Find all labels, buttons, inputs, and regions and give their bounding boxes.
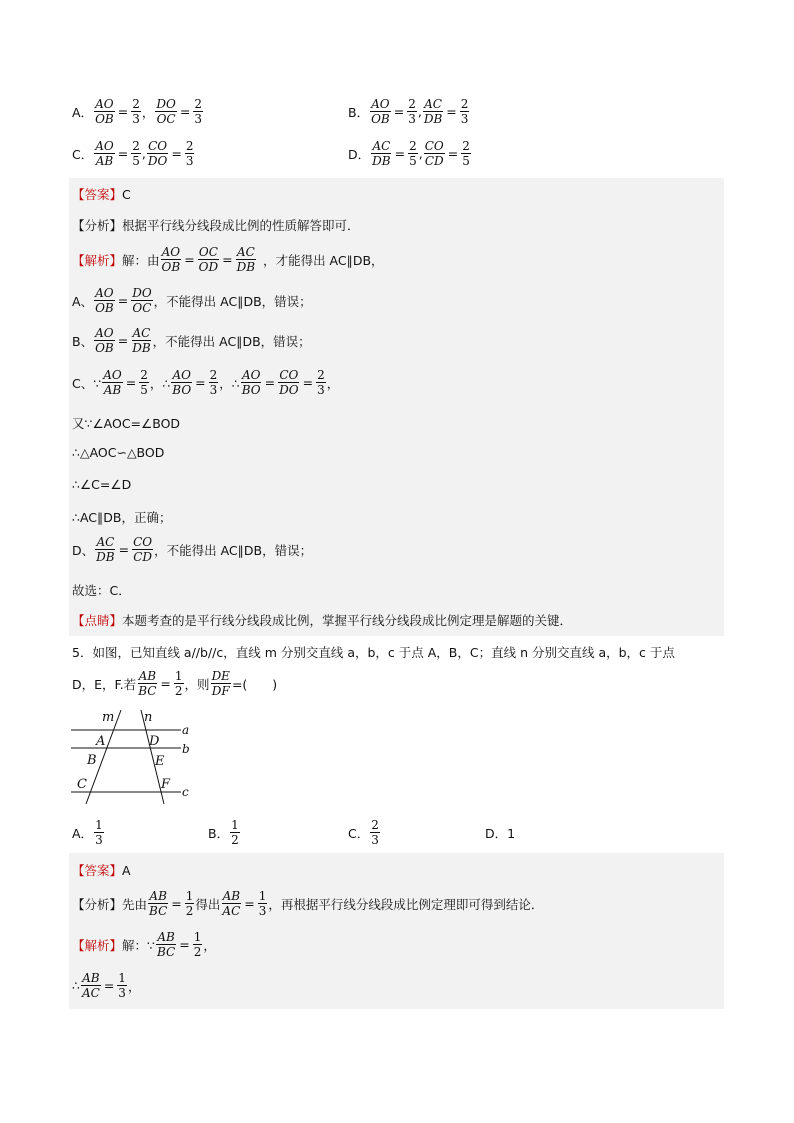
fraction: $\frac{AB}{BC}$ xyxy=(138,669,157,698)
fraction: $\frac{1}{2}$ xyxy=(193,930,202,959)
fraction: $\frac{AO}{BO}$ xyxy=(172,368,192,397)
fraction: $\frac{2}{3}$ xyxy=(460,97,469,126)
fraction: $\frac{CO}{CD}$ xyxy=(424,139,444,168)
fraction: $\frac{2}{5}$ xyxy=(132,139,140,168)
fraction: $\frac{1}{3}$ xyxy=(258,889,267,918)
fraction: $\frac{2}{3}$ xyxy=(185,139,194,168)
fraction: $\frac{1}{2}$ xyxy=(185,889,194,918)
fraction: $\frac{AB}{BC}$ xyxy=(149,889,168,918)
q4-option-c-row xyxy=(72,139,195,168)
q4-option-c[interactable]: C． $\frac{AO}{AB}$ = $\frac{2}{5}$ , $\frac{CO}{DO}$ = $\frac{2}{3}$ xyxy=(72,139,194,168)
fraction: 2 3 xyxy=(371,818,379,847)
q4-solution-intro: 【解析】 解：由 $\frac{AO}{OB}$ = $\frac{OC}{OD}$ = $\frac{AC}{DB}$ ，才能得出 AC∥DB， xyxy=(72,245,384,274)
fraction: $\frac{AO}{OB}$ xyxy=(95,286,114,315)
fraction: $\frac{2}{3}$ xyxy=(209,368,218,397)
fraction: $\frac{CO}{DO}$ xyxy=(147,139,168,168)
fraction: $\frac{AC}{DB}$ xyxy=(96,535,115,564)
label-A: A xyxy=(96,734,106,749)
q5-solution: 【解析】 解：∵ $\frac{AB}{BC}$ = $\frac{1}{2}$ ， xyxy=(72,930,216,959)
q4-option-a-row xyxy=(72,97,204,126)
q4-comment: 【点睛】 本题考查的是平行线分线段成比例，掌握平行线分线段成比例定理是解题的关键． xyxy=(72,613,573,628)
q4-line-d: D、 $\frac{AC}{DB}$ = $\frac{CO}{CD}$ ，不能得出 AC∥DB，错误； xyxy=(72,535,313,564)
fraction: $\frac{AB}{AC}$ xyxy=(222,889,241,918)
fraction: $\frac{AO}{OB}$ xyxy=(371,97,390,126)
label-n: n xyxy=(144,710,153,725)
fraction: $\frac{AC}{DB}$ xyxy=(132,326,151,355)
fraction: 1 3 xyxy=(95,818,103,847)
q5-solution-line2: ∴ $\frac{AB}{AC}$ = $\frac{1}{3}$ ， xyxy=(72,971,141,1000)
q4-line-similar: ∴△AOC∽△BOD xyxy=(72,445,165,460)
q4-option-b[interactable]: B． $\frac{AO}{OB}$ = $\frac{2}{3}$ , $\frac{AC}{DB}$ = $\frac{2}{3}$ xyxy=(348,97,469,126)
fraction: $\frac{2}{3}$ xyxy=(194,97,202,126)
label-m: m xyxy=(102,710,115,725)
parallel-lines-figure xyxy=(66,708,196,808)
fraction: $\frac{AO}{BO}$ xyxy=(241,368,261,397)
q4-option-a[interactable]: A． $\frac{AO}{OB}$ = $\frac{2}{3}$ ， $\frac{DO}{OC}$ = $\frac{2}{3}$ xyxy=(72,97,202,126)
q5-option-a[interactable]: A． 1 3 xyxy=(72,818,103,847)
fraction: $\frac{OC}{OD}$ xyxy=(198,245,219,274)
q4-line-c: C、∵ $\frac{AO}{AB}$ = $\frac{2}{5}$ ，∴ $\frac{AO}{BO}$ = $\frac{2}{3}$ ，∴ $\frac{AO}{BO}$ = $\frac{CO}{DO}$ = $\frac{2}{3}$ ， xyxy=(72,368,340,397)
fraction: $\frac{DO}{OC}$ xyxy=(132,286,152,315)
fraction: $\frac{DE}{DF}$ xyxy=(211,669,230,698)
label-E: E xyxy=(155,754,165,769)
q4-analysis: 【分析】 根据平行线分线段成比例的性质解答即可． xyxy=(72,218,360,233)
q4-option-d-row xyxy=(348,139,472,168)
fraction: $\frac{AO}{OB}$ xyxy=(95,326,114,355)
fraction: $\frac{AC}{DB}$ xyxy=(372,139,391,168)
fraction: $\frac{AO}{AB}$ xyxy=(95,139,114,168)
q5-stem-line1: 5．如图，已知直线 a//b//c，直线 m 分别交直线 a，b，c 于点 A，B，C；直线 n 分别交直线 a，b，c 于点 xyxy=(72,645,675,660)
fraction: $\frac{AB}{BC}$ xyxy=(156,930,176,959)
q5-answer: 【答案】 A xyxy=(72,862,131,878)
fraction: $\frac{2}{3}$ xyxy=(408,97,416,126)
fraction: $\frac{CO}{CD}$ xyxy=(133,535,153,564)
fraction: $\frac{2}{5}$ xyxy=(140,368,148,397)
q4-line-parallel: ∴AC∥DB，正确； xyxy=(72,510,172,525)
fraction: $\frac{AB}{AC}$ xyxy=(81,971,100,1000)
q5-option-d[interactable]: D． 1 xyxy=(485,825,516,841)
label-a: a xyxy=(182,723,190,737)
fraction: $\frac{DO}{OC}$ xyxy=(156,97,176,126)
q4-choose: 故选：C． xyxy=(72,583,131,598)
fraction: $\frac{1}{2}$ xyxy=(174,669,183,698)
q4-line-a: A、 $\frac{AO}{OB}$ = $\frac{DO}{OC}$ ，不能得出 AC∥DB，错误； xyxy=(72,286,312,315)
fraction: $\frac{2}{5}$ xyxy=(462,139,470,168)
q4-option-d[interactable]: D． $\frac{AC}{DB}$ = $\frac{2}{5}$ , $\frac{CO}{CD}$ = $\frac{2}{5}$ xyxy=(348,139,470,168)
q4-option-b-row xyxy=(348,97,470,126)
label-B: B xyxy=(87,753,97,768)
fraction: $\frac{2}{5}$ xyxy=(409,139,417,168)
fraction: $\frac{2}{3}$ xyxy=(132,97,140,126)
q4-line-angle: 又∵∠AOC=∠BOD xyxy=(72,416,181,431)
fraction: $\frac{AC}{DB}$ xyxy=(236,245,256,274)
fraction: $\frac{AO}{OB}$ xyxy=(161,245,181,274)
fraction: 1 2 xyxy=(231,818,239,847)
fraction: $\frac{1}{3}$ xyxy=(118,971,126,1000)
label-c: c xyxy=(182,785,189,799)
label-b: b xyxy=(182,742,190,756)
fraction: $\frac{2}{3}$ xyxy=(317,368,325,397)
q4-line-b: B、 $\frac{AO}{OB}$ = $\frac{AC}{DB}$ ，不能得出 AC∥DB，错误； xyxy=(72,326,311,355)
label-D: D xyxy=(149,734,160,749)
label-C: C xyxy=(77,777,87,792)
fraction: $\frac{CO}{DO}$ xyxy=(279,368,299,397)
q5-option-c[interactable]: C． 2 3 xyxy=(348,818,379,847)
fraction: $\frac{AC}{DB}$ xyxy=(423,97,443,126)
fraction: $\frac{AO}{OB}$ xyxy=(95,97,114,126)
q5-stem-line2: D，E，F.若 $\frac{AB}{BC}$ = $\frac{1}{2}$ ，则 $\frac{DE}{DF}$ =( ) xyxy=(72,669,278,698)
fraction: $\frac{AO}{AB}$ xyxy=(103,368,122,397)
q5-analysis: 【分析】 先由 $\frac{AB}{BC}$ = $\frac{1}{2}$ 得出 $\frac{AB}{AC}$ = $\frac{1}{3}$ ，再根据平行线分线段成比例定理即可得到结论． xyxy=(72,889,544,918)
label-F: F xyxy=(161,777,171,792)
q4-answer: 【答案】 C xyxy=(72,186,131,202)
q4-line-angles-equal: ∴∠C=∠D xyxy=(72,477,132,492)
q5-option-b[interactable]: B． 1 2 xyxy=(208,818,239,847)
